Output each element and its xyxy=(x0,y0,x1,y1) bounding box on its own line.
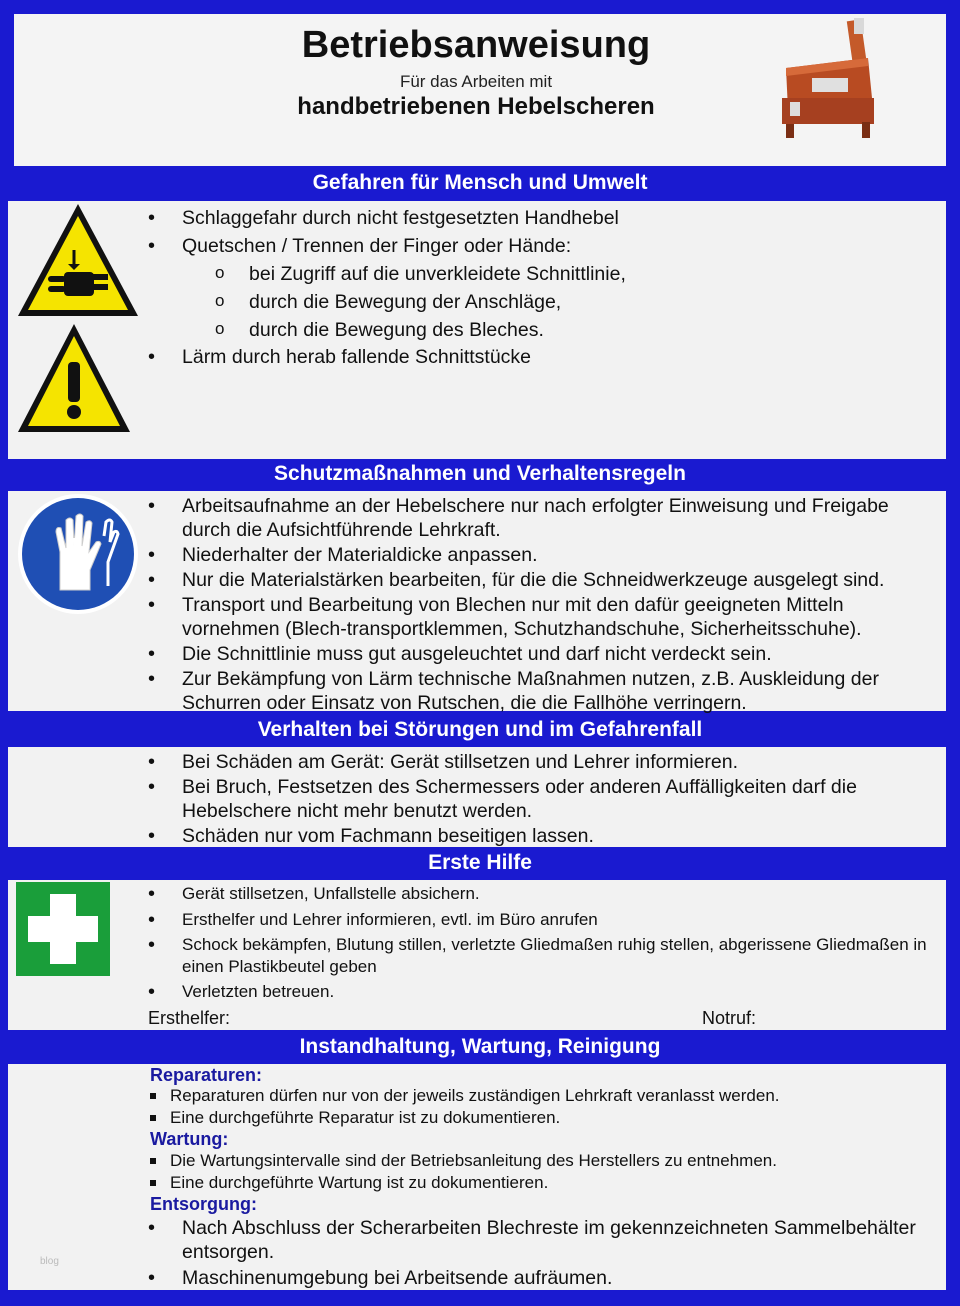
section-title-erste-hilfe: Erste Hilfe xyxy=(428,851,532,874)
section-title-schutz: Schutzmaßnahmen und Verhaltensregeln xyxy=(274,462,686,485)
sub-list-item: o durch die Bewegung des Bleches. xyxy=(215,316,915,344)
lever-shear-machine-icon xyxy=(772,18,880,142)
document-title: Betriebsanweisung xyxy=(301,24,651,66)
list-item: Eine durchgeführte Reparatur ist zu dokumentieren. xyxy=(148,1107,938,1129)
list-item: • Schäden nur vom Fachmann beseitigen lassen. xyxy=(148,824,928,848)
list-item: • Bei Bruch, Festsetzen des Schermessers oder anderen Auffälligkeiten darf die Hebelschere nicht mehr benutzt werden. xyxy=(148,775,928,823)
notruf-label: Notruf: xyxy=(702,1008,757,1028)
ersthelfer-label: Ersthelfer: xyxy=(148,1008,231,1028)
protective-gloves-icon xyxy=(16,492,140,616)
hand-crush-warning-icon xyxy=(14,200,142,320)
list-item: • Verletzten betreuen. xyxy=(148,980,938,1004)
list-item: Reparaturen dürfen nur von der jeweils zuständigen Lehrkraft veranlasst werden. xyxy=(148,1085,938,1107)
sub-list-item: o bei Zugriff auf die unverkleidete Schnittlinie, xyxy=(215,260,915,288)
first-aid-cross-icon xyxy=(16,882,110,976)
general-warning-icon xyxy=(14,320,134,436)
list-item: • Die Schnittlinie muss gut ausgeleuchtet und darf nicht verdeckt sein. xyxy=(148,642,938,666)
list-item: • Ersthelfer und Lehrer informieren, evtl. im Büro anrufen xyxy=(148,908,938,932)
sub-list-item: o durch die Bewegung der Anschläge, xyxy=(215,288,915,316)
list-item: • Gerät stillsetzen, Unfallstelle absichern. xyxy=(148,882,938,906)
section-title-stoerung: Verhalten bei Störungen und im Gefahrenfall xyxy=(257,718,703,741)
list-item: • Quetschen / Trennen der Finger oder Hände: xyxy=(148,232,928,260)
list-item: • Arbeitsaufnahme an der Hebelschere nur nach erfolgter Einweisung und Freigabe durch die Aufsichtführende Lehrkraft. xyxy=(148,494,938,542)
watermark: blog xyxy=(40,1256,59,1267)
wartung-heading: Wartung: xyxy=(150,1129,229,1149)
list-item: • Transport und Bearbeitung von Blechen nur mit den dafür geeigneten Mitteln vornehmen (Blech-transportklemmen, Schutzhandschuhe, Sicherheitsschuhe). xyxy=(148,593,938,641)
section-title-wartung: Instandhaltung, Wartung, Reinigung xyxy=(299,1035,661,1058)
reparaturen-heading: Reparaturen: xyxy=(150,1065,263,1085)
list-item: • Nach Abschluss der Scherarbeiten Blechreste im gekennzeichneten Sammelbehälter entsorgen. xyxy=(148,1216,928,1264)
list-item: Eine durchgeführte Wartung ist zu dokumentieren. xyxy=(148,1172,938,1194)
list-item: Die Wartungsintervalle sind der Betriebsanleitung des Herstellers zu entnehmen. xyxy=(148,1150,938,1172)
list-item: • Maschinenumgebung bei Arbeitsende aufräumen. xyxy=(148,1266,928,1290)
list-item: • Niederhalter der Materialdicke anpassen. xyxy=(148,543,938,567)
entsorgung-heading: Entsorgung: xyxy=(150,1194,257,1214)
list-item: • Lärm durch herab fallende Schnittstücke xyxy=(148,343,928,371)
section-title-gefahren: Gefahren für Mensch und Umwelt xyxy=(312,171,648,194)
list-item: • Zur Bekämpfung von Lärm technische Maßnahmen nutzen, z.B. Auskleidung der Schurren oder Einsatz von Rutschen, die die Fallhöhe verringern. xyxy=(148,667,938,715)
list-item: • Schlaggefahr durch nicht festgesetzten Handhebel xyxy=(148,204,928,232)
list-item: • Nur die Materialstärken bearbeiten, für die die Schneidwerkzeuge ausgelegt sind. xyxy=(148,568,938,592)
document-subtitle: Für das Arbeiten mit xyxy=(399,72,553,91)
list-item: • Schock bekämpfen, Blutung stillen, verletzte Gliedmaßen ruhig stellen, abgerissene Gliedmaßen in einen Plastikbeutel geben xyxy=(148,934,938,978)
document-subtitle-bold: handbetriebenen Hebelscheren xyxy=(297,93,655,120)
list-item: • Bei Schäden am Gerät: Gerät stillsetzen und Lehrer informieren. xyxy=(148,750,928,774)
